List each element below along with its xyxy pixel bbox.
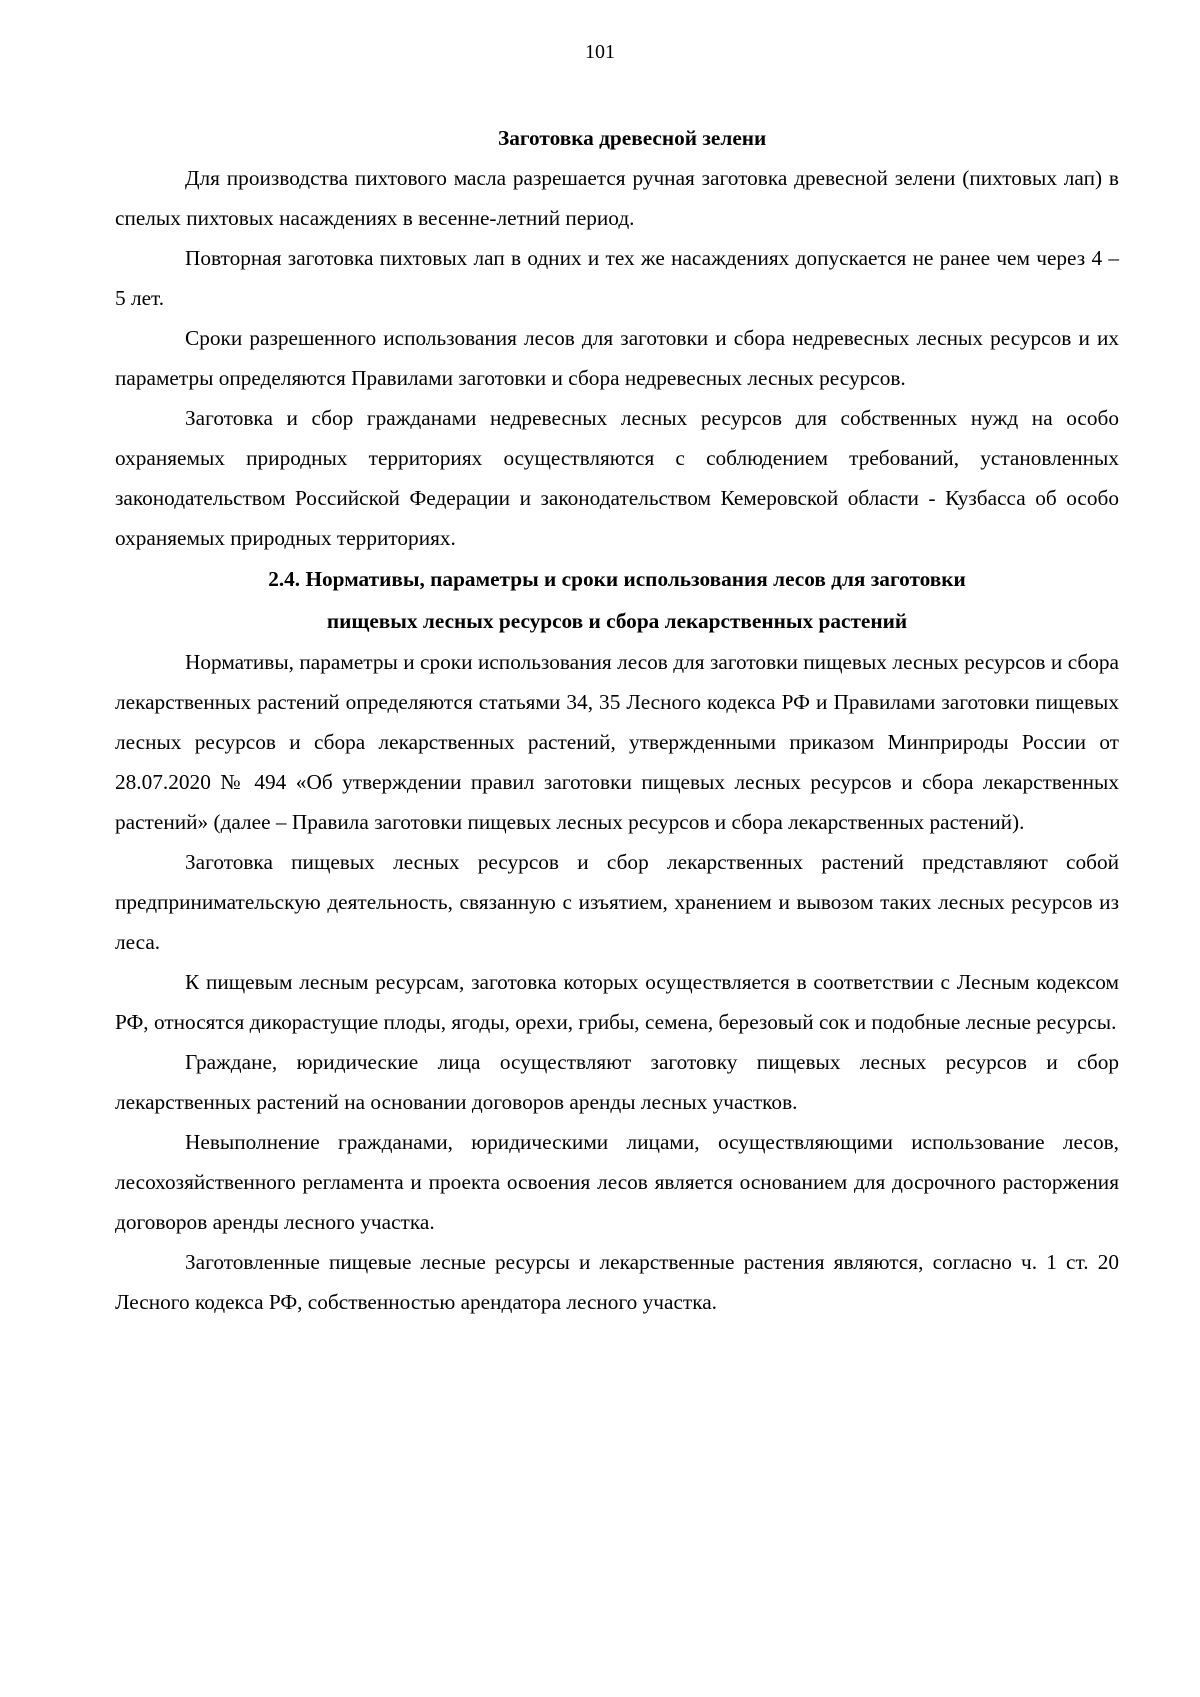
paragraph: Заготовленные пищевые лесные ресурсы и лекарственные растения являются, согласно ч. 1 ст. 20 Лесного кодекса РФ, собственностью арендатора лесного участка. (115, 1250, 1119, 1314)
section-heading (115, 558, 1119, 642)
paragraph: Сроки разрешенного использования лесов для заготовки и сбора недревесных лесных ресурсов и их параметры определяются Правилами заготовки и сбора недревесных лесных ресурсов. (115, 326, 1119, 390)
paragraph: К пищевым лесным ресурсам, заготовка которых осуществляется в соответствии с Лесным кодексом РФ, относятся дикорастущие плоды, ягоды, орехи, грибы, семена, березовый сок и подобные лесные ресурсы. (115, 970, 1119, 1034)
paragraph: Для производства пихтового масла разрешается ручная заготовка древесной зелени (пихтовых лап) в спелых пихтовых насаждениях в весенне-летний период. (115, 166, 1119, 230)
section-heading-line-1: 2.4. Нормативы, параметры и сроки использования лесов для заготовки (268, 567, 966, 591)
paragraph: Граждане, юридические лица осуществляют заготовку пищевых лесных ресурсов и сбор лекарственных растений на основании договоров аренды лесных участков. (115, 1050, 1119, 1114)
document-body (115, 118, 1119, 1322)
section-heading-line-2: пищевых лесных ресурсов и сбора лекарственных растений (326, 609, 908, 633)
paragraph: Заготовка пищевых лесных ресурсов и сбор лекарственных растений представляют собой предпринимательскую деятельность, связанную с изъятием, хранением и вывозом таких лесных ресурсов из леса. (115, 850, 1119, 954)
paragraph: Заготовка и сбор гражданами недревесных лесных ресурсов для собственных нужд на особо охраняемых природных территориях осуществляются с соблюдением требований, установленных законодательством Российской Федерации и законодательством Кемеровской области - Кузбасса об особо охраняемых природных территориях. (115, 406, 1119, 550)
paragraph: Невыполнение гражданами, юридическими лицами, осуществляющими использование лесов, лесохозяйственного регламента и проекта освоения лесов является основанием для досрочного расторжения договоров аренды лесного участка. (115, 1130, 1119, 1234)
paragraph: Повторная заготовка пихтовых лап в одних и тех же насаждениях допускается не ранее чем через 4 – 5 лет. (115, 246, 1119, 310)
paragraph: Нормативы, параметры и сроки использования лесов для заготовки пищевых лесных ресурсов и сбора лекарственных растений определяются статьями 34, 35 Лесного кодекса РФ и Правилами заготовки пищевых лесных ресурсов и сбора лекарственных растений, утвержденными приказом Минприроды России от 28.07.2020 № 494 «Об утверждении правил заготовки пищевых лесных ресурсов и сбора лекарственных растений» (далее – Правила заготовки пищевых лесных ресурсов и сбора лекарственных растений). (115, 650, 1119, 834)
subheading-wood-greenery: Заготовка древесной зелени (498, 126, 767, 150)
page-number: 101 (585, 41, 615, 63)
